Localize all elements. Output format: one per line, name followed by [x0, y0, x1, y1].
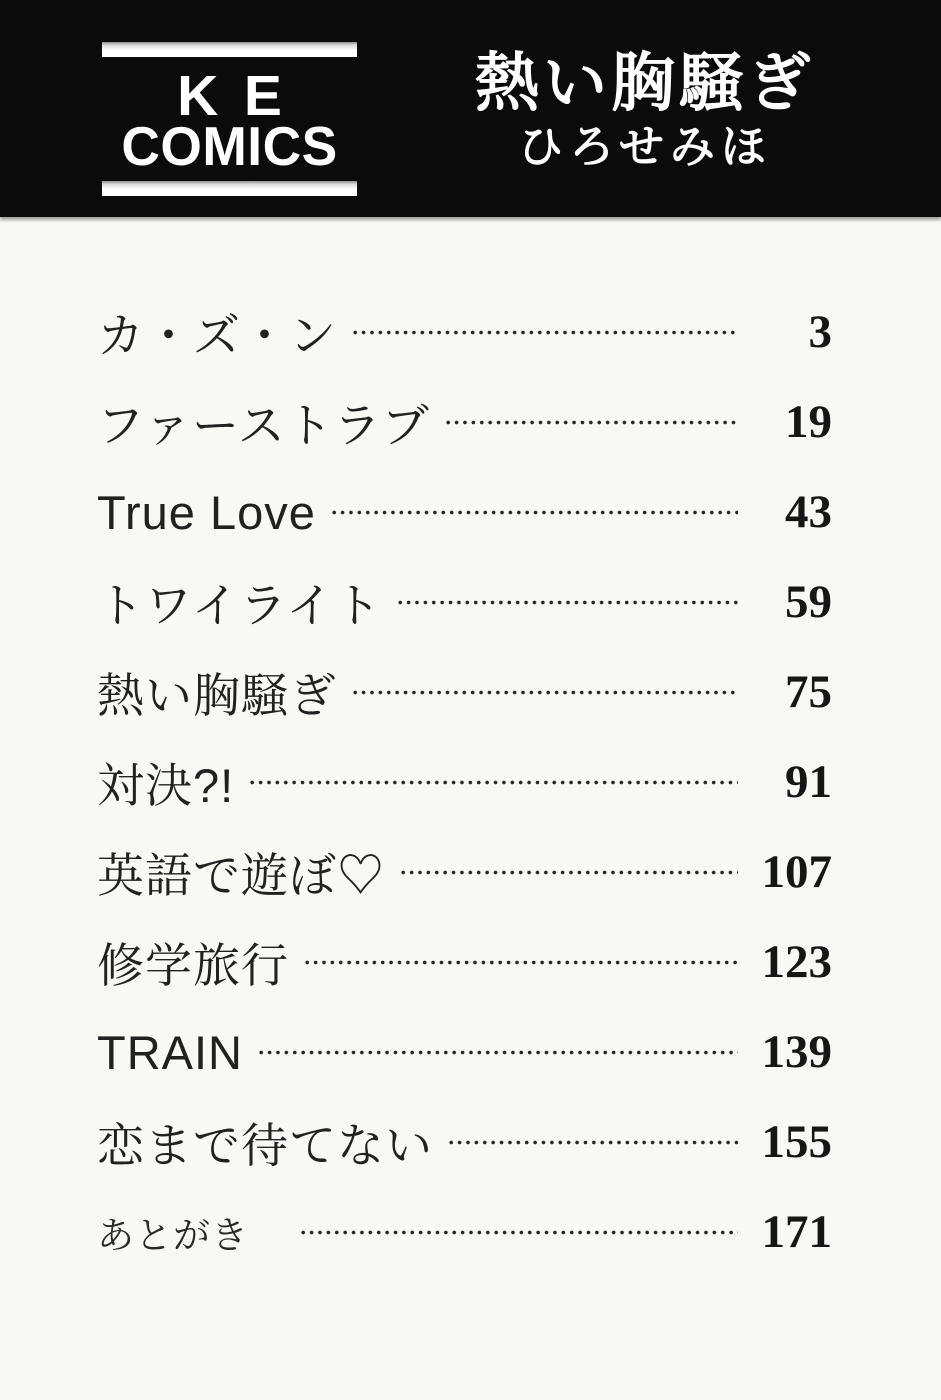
- toc-row: [97, 827, 832, 917]
- toc-entry-page-number: 3: [808, 306, 832, 358]
- publisher-name-line2: COMICS: [121, 115, 338, 177]
- dotted-leader: [446, 420, 738, 425]
- toc-row: [97, 467, 832, 557]
- toc-entry-title: 修学旅行: [97, 938, 289, 992]
- toc-entry-title: 英語で遊ぼ♡: [97, 848, 385, 902]
- toc-entry-title: カ・ズ・ン: [97, 308, 337, 362]
- dotted-leader: [332, 510, 738, 515]
- dotted-leader: [259, 1050, 738, 1055]
- logo-top-bar: [102, 42, 357, 57]
- publisher-logo: [102, 0, 357, 196]
- toc-entry-page-number: 139: [761, 1026, 832, 1078]
- toc-entry-page-number: 155: [761, 1116, 832, 1168]
- toc-entry-title: 熱い胸騒ぎ: [97, 668, 337, 722]
- toc-row: [97, 647, 832, 737]
- toc-entry-title: トワイライト: [97, 578, 383, 632]
- toc-row: [97, 1187, 832, 1277]
- dotted-leader: [353, 690, 738, 695]
- toc-list: [97, 287, 832, 1277]
- book-author: ひろせみほ: [518, 121, 772, 172]
- toc-row: [97, 1097, 832, 1187]
- toc-entry-title: あとがき: [97, 1215, 249, 1256]
- book-title: 熱い胸騒ぎ: [475, 47, 815, 119]
- toc-entry-page-number: 91: [785, 756, 832, 808]
- dotted-leader: [353, 330, 738, 335]
- toc-entry-page-number: 43: [785, 486, 832, 538]
- toc-entry-page-number: 123: [761, 936, 832, 988]
- dotted-leader: [401, 870, 738, 875]
- toc-entry-title: TRAIN: [97, 1025, 243, 1079]
- dotted-leader: [398, 600, 738, 605]
- toc-entry-page-number: 19: [785, 396, 832, 448]
- dotted-leader: [250, 780, 738, 785]
- toc-row: [97, 917, 832, 1007]
- toc-entry-page-number: 59: [785, 576, 832, 628]
- dotted-leader: [449, 1140, 738, 1145]
- toc-row: [97, 287, 832, 377]
- toc-entry-title: 対決?!: [97, 758, 235, 812]
- dotted-leader: [301, 1230, 738, 1235]
- publisher-name-line1: KE: [177, 64, 308, 128]
- toc-row: [97, 737, 832, 827]
- toc-entry-title: True Love: [97, 485, 316, 539]
- toc-entry-page-number: 75: [785, 666, 832, 718]
- toc-row: [97, 557, 832, 647]
- toc-row: [97, 1007, 832, 1097]
- logo-bottom-bar: [102, 181, 357, 196]
- toc-entry-title: 恋まで待てない: [97, 1118, 433, 1172]
- book-heading: [405, 0, 885, 171]
- toc-entry-page-number: 107: [761, 846, 832, 898]
- header-band: [0, 0, 941, 217]
- toc-entry-title: ファーストラブ: [97, 398, 430, 452]
- dotted-leader: [305, 960, 738, 965]
- toc-row: [97, 377, 832, 467]
- toc-entry-page-number: 171: [761, 1206, 832, 1258]
